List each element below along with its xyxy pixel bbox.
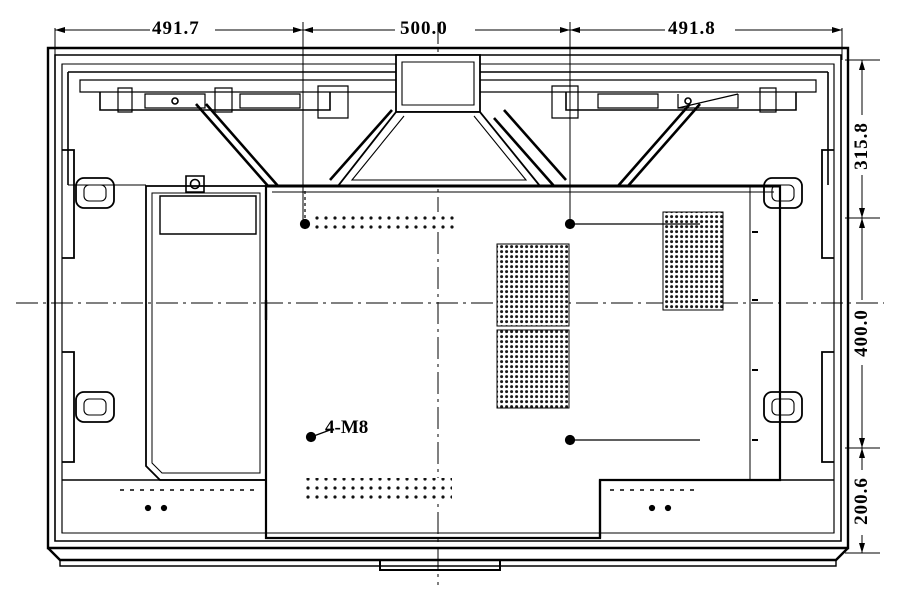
dimension-label-width-right: 491.8 [668,18,716,39]
vent-panels [497,212,723,408]
dimension-label-height-bottom: 200.6 [851,477,872,525]
mounting-hole-callout-label: 4-M8 [325,417,369,438]
perforation-rows [302,212,456,500]
dimension-label-width-center: 500.0 [400,18,448,39]
dimension-label-width-left: 491.7 [152,18,200,39]
center-boss [338,55,540,186]
dimension-label-height-middle: 400.0 [851,309,872,357]
dimension-label-height-top: 315.8 [851,122,872,170]
left-subpanel [146,176,266,480]
